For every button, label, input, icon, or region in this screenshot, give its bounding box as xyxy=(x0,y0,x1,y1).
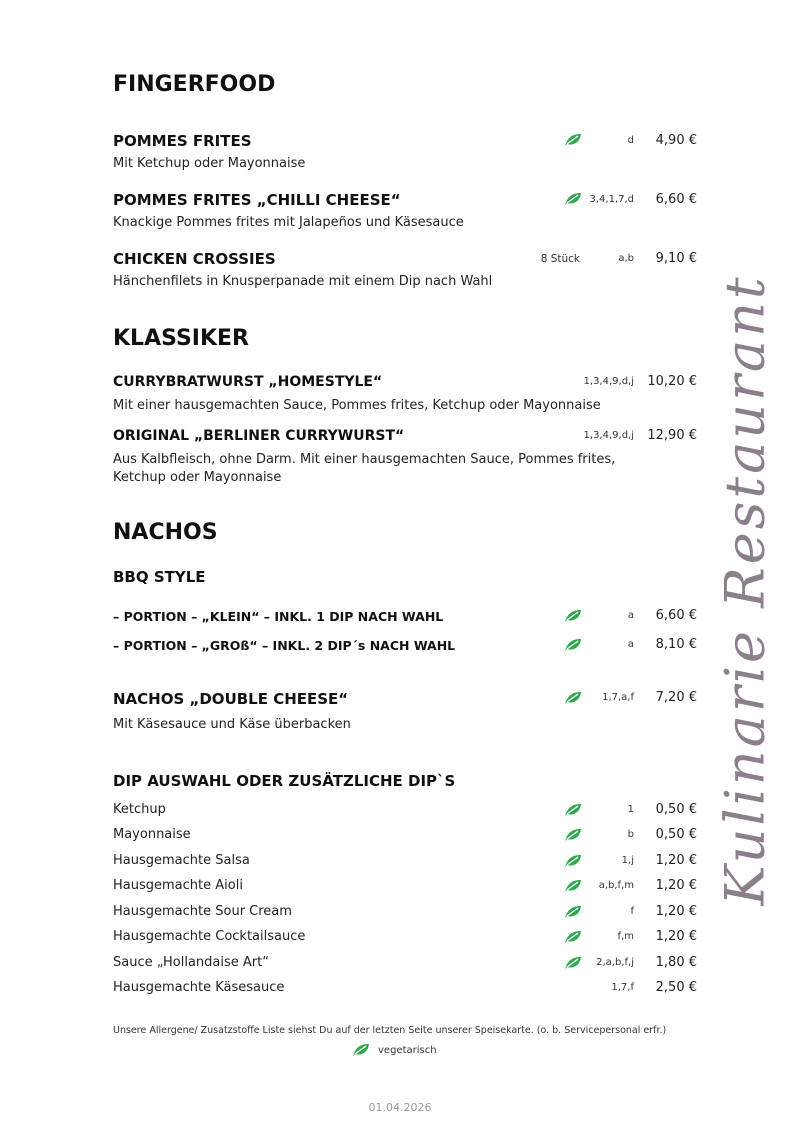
item-allergens: a xyxy=(627,639,634,650)
dip-allergens: a,b,f,m xyxy=(598,880,634,891)
item-name: NACHOS „DOUBLE CHEESE“ xyxy=(113,690,349,708)
item-description: Mit Käsesauce und Käse überbacken xyxy=(113,717,351,732)
item-description: Knackige Pommes frites mit Jalapeños und Käsesauce xyxy=(113,215,464,230)
dip-price: 1,20 € xyxy=(655,904,697,919)
item-name: – PORTION – „KLEIN“ – INKL. 1 DIP NACH WAHL xyxy=(113,609,444,624)
leaf-icon xyxy=(564,854,582,868)
leaf-icon xyxy=(564,638,582,652)
item-description: Hänchenfilets in Knusperpanade mit einem Dip nach Wahl xyxy=(113,274,493,289)
item-name: POMMES FRITES xyxy=(113,132,252,150)
section-title-klassiker: KLASSIKER xyxy=(113,326,249,351)
section-title-fingerfood: FINGERFOOD xyxy=(113,72,276,97)
item-price: 8,10 € xyxy=(655,637,697,652)
item-description: Mit Ketchup oder Mayonnaise xyxy=(113,156,306,171)
leaf-icon xyxy=(564,192,582,206)
dip-name: Ketchup xyxy=(113,802,166,817)
item-price: 7,20 € xyxy=(655,690,697,705)
item-quantity: 8 Stück xyxy=(540,253,580,265)
section-title-nachos: NACHOS xyxy=(113,520,218,545)
item-description: Mit einer hausgemachten Sauce, Pommes frites, Ketchup oder Mayonnaise xyxy=(113,398,601,413)
leaf-icon xyxy=(564,905,582,919)
vegetarian-legend xyxy=(352,1043,437,1057)
dip-allergens: 1 xyxy=(627,804,634,815)
dip-name: Sauce „Hollandaise Art“ xyxy=(113,955,269,970)
dip-price: 2,50 € xyxy=(655,980,697,995)
dip-price: 1,20 € xyxy=(655,853,697,868)
allergen-note: Unsere Allergene/ Zusatzstoffe Liste siehst Du auf der letzten Seite unserer Speisekarte. (o. b. Servicepersonal erfr.) xyxy=(113,1025,667,1036)
dip-name: Hausgemachte Sour Cream xyxy=(113,904,292,919)
item-allergens: 1,3,4,9,d,j xyxy=(583,430,634,441)
dip-price: 1,20 € xyxy=(655,929,697,944)
dip-price: 0,50 € xyxy=(655,827,697,842)
leaf-icon xyxy=(564,803,582,817)
item-name: CHICKEN CROSSIES xyxy=(113,250,276,268)
dip-allergens: 1,j xyxy=(621,855,634,866)
leaf-icon xyxy=(564,828,582,842)
dip-allergens: 2,a,b,f,j xyxy=(596,957,634,968)
dip-allergens: f,m xyxy=(617,931,634,942)
dip-allergens: f xyxy=(630,906,634,917)
item-price: 6,60 € xyxy=(655,608,697,623)
item-name: ORIGINAL „BERLINER CURRYWURST“ xyxy=(113,428,405,444)
item-allergens: a,b xyxy=(618,253,634,264)
item-allergens: 1,7,a,f xyxy=(602,692,634,703)
leaf-icon xyxy=(564,133,582,147)
leaf-icon xyxy=(564,879,582,893)
item-allergens: a xyxy=(627,610,634,621)
dip-allergens: 1,7,f xyxy=(611,982,634,993)
item-price: 6,60 € xyxy=(655,192,697,207)
item-price: 10,20 € xyxy=(647,374,697,389)
restaurant-script-logo: Kulinarie Restaurant xyxy=(713,274,777,906)
leaf-icon xyxy=(564,691,582,705)
dip-price: 1,20 € xyxy=(655,878,697,893)
subsection-title-dips: DIP AUSWAHL ODER ZUSÄTZLICHE DIP`S xyxy=(113,772,456,790)
dip-price: 0,50 € xyxy=(655,802,697,817)
leaf-icon xyxy=(352,1043,370,1057)
item-price: 12,90 € xyxy=(647,428,697,443)
dip-name: Hausgemachte Käsesauce xyxy=(113,980,285,995)
item-name: – PORTION – „GROß“ – INKL. 2 DIP´s NACH WAHL xyxy=(113,638,456,653)
leaf-icon xyxy=(564,609,582,623)
item-allergens: d xyxy=(627,135,634,146)
item-allergens: 1,3,4,9,d,j xyxy=(583,376,634,387)
vegetarian-legend-label: vegetarisch xyxy=(378,1045,437,1056)
subsection-title-bbq: BBQ STYLE xyxy=(113,568,206,586)
item-description-line-2: Ketchup oder Mayonnaise xyxy=(113,470,282,485)
dip-name: Hausgemachte Salsa xyxy=(113,853,250,868)
print-date: 01.04.2026 xyxy=(368,1101,432,1114)
item-name: POMMES FRITES „CHILLI CHEESE“ xyxy=(113,191,401,209)
leaf-icon xyxy=(564,956,582,970)
item-price: 9,10 € xyxy=(655,251,697,266)
item-allergens: 3,4,1,7,d xyxy=(589,194,634,205)
dip-name: Mayonnaise xyxy=(113,827,191,842)
item-name: CURRYBRATWURST „HOMESTYLE“ xyxy=(113,374,383,390)
item-description-line-1: Aus Kalbfleisch, ohne Darm. Mit einer hausgemachten Sauce, Pommes frites, xyxy=(113,452,616,467)
item-price: 4,90 € xyxy=(655,133,697,148)
dip-price: 1,80 € xyxy=(655,955,697,970)
dip-name: Hausgemachte Aioli xyxy=(113,878,243,893)
dip-name: Hausgemachte Cocktailsauce xyxy=(113,929,306,944)
dip-allergens: b xyxy=(627,829,634,840)
leaf-icon xyxy=(564,930,582,944)
